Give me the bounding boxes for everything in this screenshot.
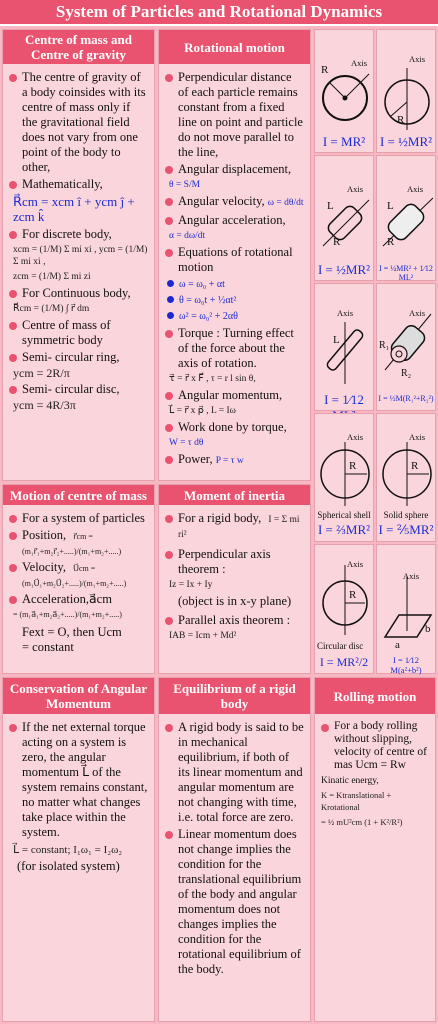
rolling-text-1: For a body rolling without slipping, velocity of centre of mas Ucm = Rw (321, 720, 429, 772)
com-text-6: Semi- circular ring, (9, 350, 148, 365)
panel-header: Moment of inertia (159, 485, 310, 505)
rot-text-6: Torque : Turning effect of the force about the axis of rotation. (165, 326, 304, 371)
conservation-formula-1: L⃗ = constant; I₁ω₁ = I₂ω₂ (13, 844, 123, 856)
axis-label: Axis (347, 559, 364, 569)
inertia-cylinder-cell (314, 155, 374, 281)
rot-formula-4: α = dω/dt (169, 231, 206, 241)
motion-text-4-label: Acceleration, (22, 592, 89, 606)
equilibrium-text-1: A rigid body is said to be in mechanical equilibrium, if both of its linear momentum and angular momentum are not changing with time, i.e. total force are zero. (165, 720, 304, 825)
rot-text-9-label: Power, (178, 452, 213, 466)
rolling-motion-panel (314, 677, 436, 1022)
motion-centre-of-mass-panel (2, 484, 155, 674)
inertia-circular-disc-cell (314, 544, 374, 674)
motion-text-4 (9, 592, 148, 607)
axis-label: Axis (409, 432, 426, 442)
motion-text-6: = constant (22, 640, 74, 654)
motion-formula-4b: = (m₁a⃗₁+m₂a⃗₂+.....)/(m₁+m₂+.....) (13, 610, 122, 619)
shell-label: Spherical shell (317, 510, 371, 520)
motion-formula-4a: a⃗cm (88, 592, 112, 606)
shell-formula: I = ⅔MR² (317, 522, 371, 537)
com-formula-discrete-1: xcm = (1/M) Σ mi xi , ycm = (1/M) Σ mi xi , (13, 245, 148, 267)
radius-label: R (349, 460, 357, 472)
panel-header: Centre of mass and Centre of gravity (3, 30, 154, 64)
rot-formula-3: ω = dθ/dt (267, 198, 304, 208)
motion-text-1: For a system of particles (9, 511, 148, 526)
side-b-label: b (425, 623, 431, 635)
motion-formula-3: U⃗cm = (m₁U⃗₁+m₂U⃗₂+.....)/(m₁+m₂+.....) (22, 564, 127, 588)
moi-text-4: Parallel axis theorem : (165, 613, 304, 628)
inertia-disc-cell (376, 29, 436, 153)
side-a-label: a (395, 639, 400, 651)
conservation-panel (2, 677, 155, 1022)
rod-formula: I = 1⁄12 (324, 392, 364, 407)
radius-2-label: R₂ (401, 368, 412, 379)
radius-label: R (387, 236, 395, 248)
moi-text-1 (165, 511, 304, 541)
radius-label: R (321, 64, 329, 76)
sphere-label: Solid sphere (383, 510, 429, 520)
com-text-1: The centre of gravity of a body coinsides with its centre of mass only if the gravitational field does not vary from one point of the body to other, (9, 70, 148, 175)
rot-text-4: Angular acceleration, (165, 213, 304, 228)
axis-label: Axis (337, 308, 354, 318)
moment-of-inertia-panel (158, 484, 311, 674)
rot-text-9 (165, 452, 304, 469)
axis-label: Axis (347, 432, 364, 442)
length-label: L (327, 200, 334, 212)
panel-header: Rolling motion (315, 678, 435, 714)
circular-disc-formula: I = MR²/2 (319, 655, 369, 669)
motion-text-2 (9, 528, 148, 558)
rot-text-1: Perpendicular distance of each particle remains constant from a fixed line on point and particle do not move parallel to the line, (165, 70, 304, 160)
disc-formula: I = ½MR² (379, 134, 433, 149)
com-text-2: Mathematically, (9, 177, 148, 192)
rot-formula-7: L⃗ = r⃗ x p⃗ , L = Iω (169, 406, 236, 416)
axis-label: Axis (347, 184, 364, 194)
rolling-text-2: Kinatic energy, (321, 776, 379, 786)
equilibrium-panel (158, 677, 311, 1022)
sphere-formula: I = ⅖MR² (378, 522, 434, 537)
axis-label: Axis (351, 58, 368, 68)
conservation-text-1: If the net external torque acting on a system is zero, the angular momentum L⃗ of the system remains constant, no matter what changes take place within the system. (9, 720, 148, 840)
rot-text-7: Angular momentum, (165, 388, 304, 403)
equilibrium-text-2: Linear momentum does not change implies the condition for the translational equilibrium of the body and angular momentum does not changes implies the condition for the rotational equilibrium of the body. (165, 827, 304, 977)
rot-text-2: Angular displacement, (165, 162, 304, 177)
axis-label: Axis (409, 54, 426, 64)
com-text-5: Centre of mass of symmetric body (9, 318, 148, 348)
moi-formula-2: Iz = Ix + Iy (169, 580, 213, 590)
axis-label: Axis (409, 308, 426, 318)
inertia-spherical-shell-cell (314, 413, 374, 542)
axis-label: Axis (403, 571, 420, 581)
length-label: L (387, 200, 394, 212)
centre-of-mass-panel (2, 29, 155, 481)
conservation-text-2: (for isolated system) (17, 859, 120, 873)
com-formula-continuous: R⃗cm = (1/M) ∫ r⃗ dm (13, 304, 90, 314)
radius-label: R (397, 114, 405, 126)
moi-text-3: (object is in x-y plane) (178, 594, 292, 608)
rot-eq-1: ω = ω₀ + αt (165, 277, 304, 292)
rolling-formula-2: K = Ktranslational + Krotational (321, 790, 392, 812)
panel-header: Conservation of Angular Momentum (3, 678, 154, 714)
rot-text-3-label: Angular velocity, (178, 194, 265, 208)
motion-text-2-label: Position, (22, 528, 67, 542)
com-formula-math: R⃗cm = xcm î + ycm ĵ + zcm k̂ (13, 194, 135, 224)
rot-text-8: Work done by torque, (165, 420, 304, 435)
annular-formula: I = ½M(R₁²+R₂²) (378, 394, 434, 403)
radius-label: R (333, 236, 341, 248)
motion-text-3-label: Velocity, (22, 560, 66, 574)
rot-formula-6: τ⃗ = r⃗ x F⃗ , τ = r l sin θ, (169, 374, 256, 384)
com-text-7: Semi- circular disc, (9, 382, 148, 397)
rot-eq-3: ω² = ω₀² + 2αθ (165, 309, 304, 324)
radius-label: R (411, 460, 419, 472)
panel-header: Motion of centre of mass (3, 485, 154, 505)
motion-text-3 (9, 560, 148, 590)
com-formula-disc: ycm = 4R/3π (13, 398, 76, 412)
inertia-solid-cylinder-cell (376, 155, 436, 281)
rot-text-3 (165, 194, 304, 211)
rot-formula-8: W = τ dθ (169, 438, 204, 448)
rot-formula-2: θ = S/M (169, 180, 201, 190)
com-formula-ring: ycm = 2R/π (13, 366, 70, 380)
com-text-4: For Continuous body, (9, 286, 148, 301)
inertia-solid-sphere-cell (376, 413, 436, 542)
panel-header: Rotational motion (159, 30, 310, 64)
inertia-annular-cell (376, 283, 436, 411)
rolling-formula-3: = ½ mU²cm (1 + K²/R²) (321, 817, 403, 827)
ring-formula: I = MR² (322, 134, 366, 149)
moi-text-2: Perpendicular axis theorem : (165, 547, 304, 577)
moi-formula-1: I = Σ mi ri² (178, 515, 300, 540)
rotational-motion-panel (158, 29, 311, 481)
axis-label: Axis (407, 184, 424, 194)
plate-formula: I = 1⁄12 M(a²+b²) (390, 655, 422, 675)
com-formula-discrete-2: zcm = (1/M) Σ mi zi (13, 272, 91, 282)
inertia-rod-cell (314, 283, 374, 411)
rot-formula-9: P = τ w (215, 456, 244, 466)
length-label: L (333, 334, 340, 346)
moi-text-1-label: For a rigid body, (178, 511, 262, 525)
rot-text-5: Equations of rotational motion (165, 245, 304, 275)
moi-formula-4: IAB = Icm + Md² (169, 631, 237, 641)
solid-cylinder-formula: I = ¼MR² + 1⁄12 ML² (379, 264, 433, 282)
cylinder-formula: I = ½MR² (317, 262, 371, 277)
motion-formula-2: r⃗cm = (m₁r⃗₁+m₂r⃗₂+.....)/(m₁+m₂+.....) (22, 532, 122, 556)
rot-eq-2: θ = ω₀t + ½αt² (165, 293, 304, 308)
motion-text-5: Fext = O, then Ucm (22, 625, 122, 639)
page-title: System of Particles and Rotational Dynamics (0, 0, 438, 26)
com-text-3: For discrete body, (9, 227, 148, 242)
inertia-plate-cell (376, 544, 436, 674)
inertia-ring-cell (314, 29, 374, 153)
radius-1-label: R₁ (379, 340, 390, 351)
radius-label: R (349, 589, 357, 601)
panel-header: Equilibrium of a rigid body (159, 678, 310, 714)
disc-label: Circular disc (317, 641, 364, 651)
